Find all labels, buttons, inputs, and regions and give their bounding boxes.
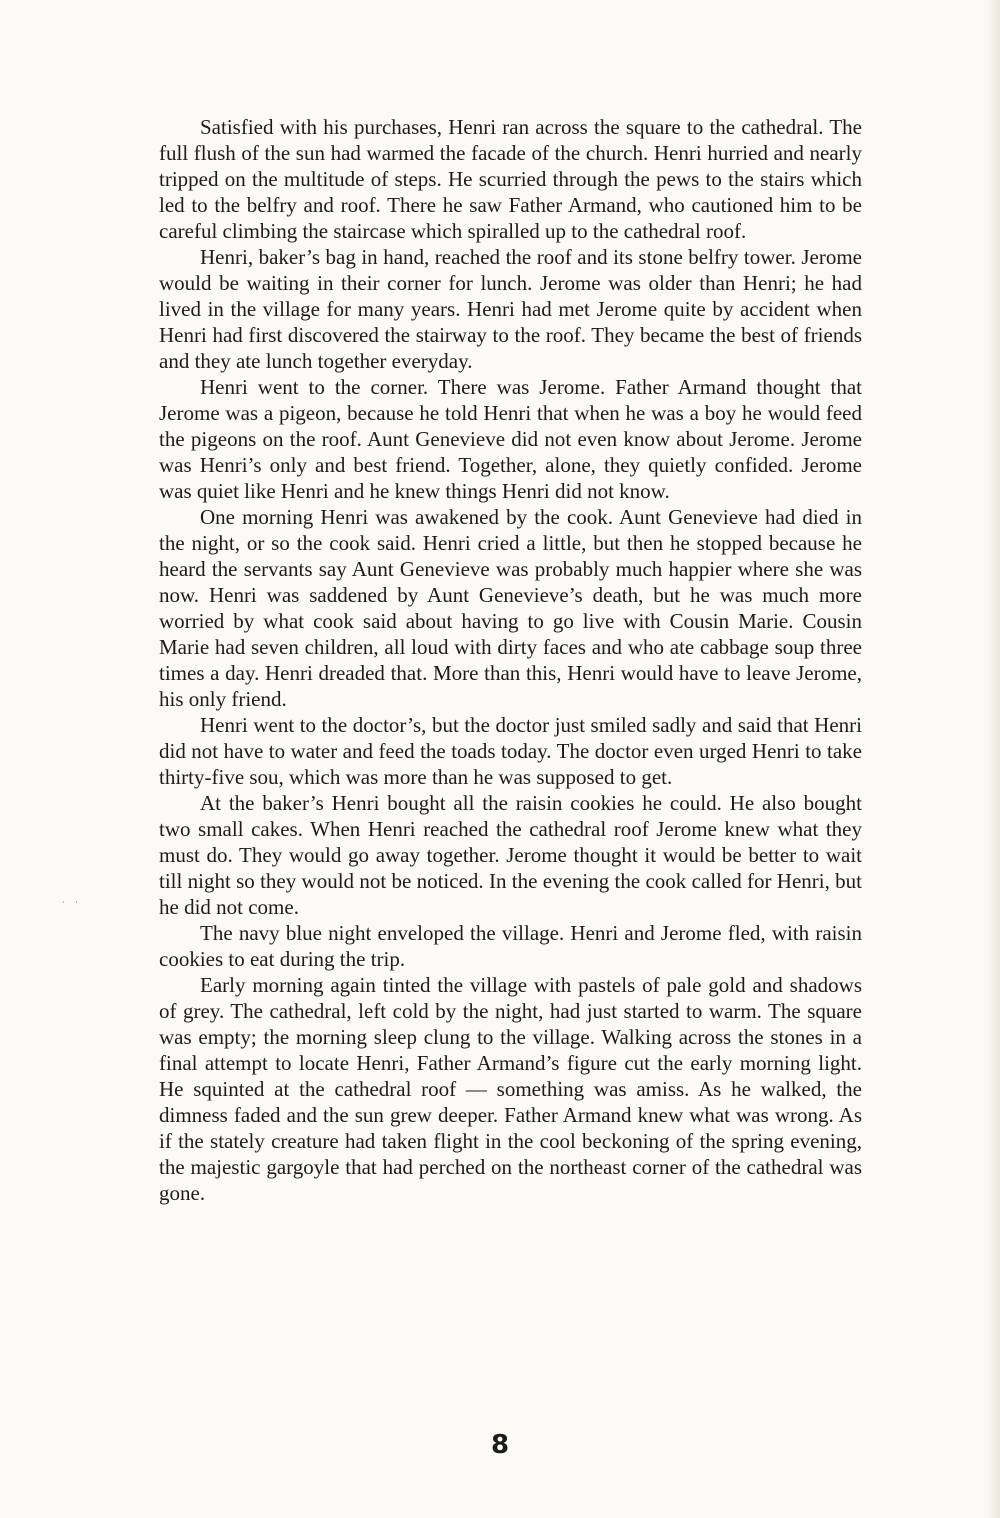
story-text xyxy=(159,114,862,1206)
paragraph-1: Satisfied with his purchases, Henri ran across the square to the cathedral. The full flush of the sun had warmed the facade of the church. Henri hurried and nearly tripped on the multitude of steps. He scurried through the pews to the stairs which led to the belfry and roof. There he saw Father Armand, who cautioned him to be careful climbing the staircase which spiralled up to the cathedral roof. xyxy=(159,115,862,243)
scan-speck: · · xyxy=(62,898,82,907)
page-number: 8 xyxy=(490,1430,510,1460)
page-edge-shadow xyxy=(986,0,1000,1518)
paragraph-4: One morning Henri was awakened by the cook. Aunt Genevieve had died in the night, or so the cook said. Henri cried a little, but then he stopped because he heard the servants say Aunt Genevieve was probably much happier where she was now. Henri was saddened by Aunt Genevieve’s death, but he was much more worried by what cook said about having to go live with Cousin Marie. Cousin Marie had seven children, all loud with dirty faces and who ate cabbage soup three times a day. Henri dreaded that. More than this, Henri would have to leave Jerome, his only friend. xyxy=(159,505,862,711)
paragraph-3: Henri went to the corner. There was Jerome. Father Armand thought that Jerome was a pigeon, because he told Henri that when he was a boy he would feed the pigeons on the roof. Aunt Genevieve did not even know about Jerome. Jerome was Henri’s only and best friend. Together, alone, they quietly confided. Jerome was quiet like Henri and he knew things Henri did not know. xyxy=(159,375,862,503)
paragraph-8: Early morning again tinted the village with pastels of pale gold and shadows of grey. The cathedral, left cold by the night, had just started to warm. The square was empty; the morning sleep clung to the village. Walking across the stones in a final attempt to locate Henri, Father Armand’s figure cut the early morning light. He squinted at the cathedral roof — something was amiss. As he walked, the dimness faded and the sun grew deeper. Father Armand knew what was wrong. As if the stately creature had taken flight in the cool beckoning of the spring evening, the majestic gargoyle that had perched on the northeast corner of the cathedral was gone. xyxy=(159,973,862,1205)
paragraph-6: At the baker’s Henri bought all the raisin cookies he could. He also bought two small cakes. When Henri reached the cathedral roof Jerome knew what they must do. They would go away together. Jerome thought it would be better to wait till night so they would not be noticed. In the evening the cook called for Henri, but he did not come. xyxy=(159,791,862,919)
paragraph-2: Henri, baker’s bag in hand, reached the roof and its stone belfry tower. Jerome would be waiting in their corner for lunch. Jerome was older than Henri; he had lived in the village for many years. Henri had met Jerome quite by accident when Henri had first discovered the stairway to the roof. They became the best of friends and they ate lunch together everyday. xyxy=(159,245,862,373)
paragraph-5: Henri went to the doctor’s, but the doctor just smiled sadly and said that Henri did not have to water and feed the toads today. The doctor even urged Henri to take thirty-five sou, which was more than he was supposed to get. xyxy=(159,713,862,789)
paragraph-7: The navy blue night enveloped the village. Henri and Jerome fled, with raisin cookies to eat during the trip. xyxy=(159,921,862,971)
